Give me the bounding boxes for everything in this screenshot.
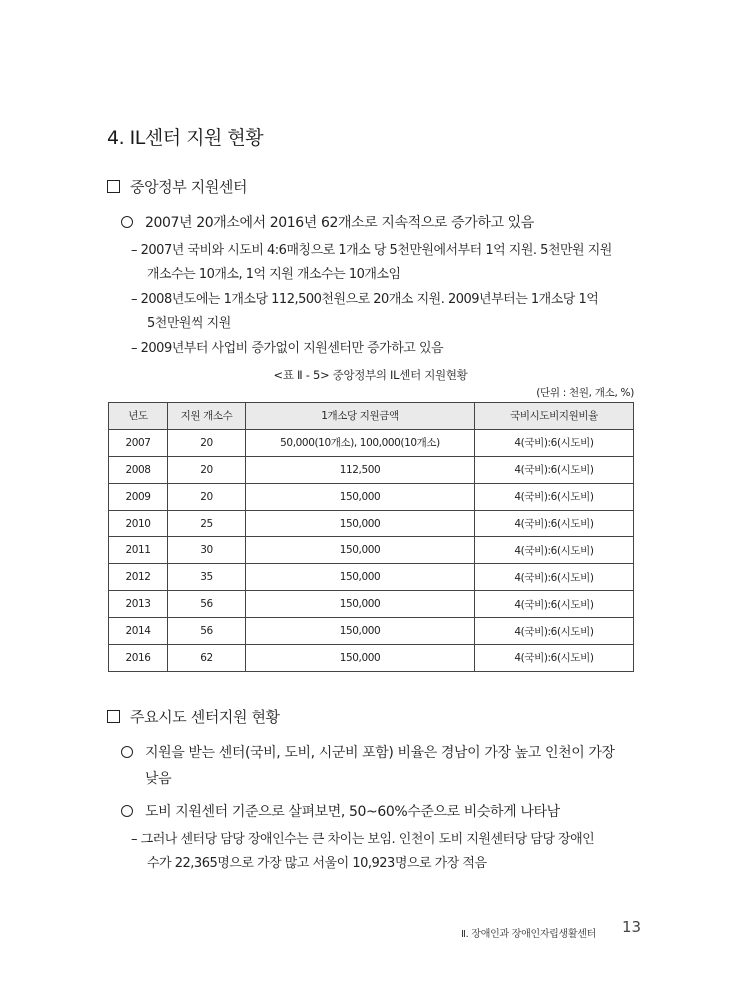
dash-text: 그러나 센터당 담당 장애인수는 큰 차이는 보임. 인천이 도비 지원센터당 담당 장애인 <box>140 832 595 847</box>
circle-bullet-icon <box>121 805 133 817</box>
dash-text: 2009년부터 사업비 증가없이 지원센터만 증가하고 있음 <box>140 341 444 356</box>
table-cell: 20 <box>168 483 246 510</box>
table-cell: 2012 <box>109 564 168 591</box>
table-row <box>109 483 634 510</box>
table-cell: 4(국비):6(시도비) <box>475 456 634 483</box>
section-heading: 4. IL센터 지원 현황 <box>107 127 264 149</box>
circle-bullet-icon <box>121 216 133 228</box>
table-cell: 62 <box>168 645 246 672</box>
support-table <box>108 402 634 672</box>
header-cell: 년도 <box>109 403 168 430</box>
table-row <box>109 429 634 456</box>
circle-bullet-item <box>121 742 615 762</box>
table-cell: 4(국비):6(시도비) <box>475 510 634 537</box>
table-cell: 30 <box>168 537 246 564</box>
table-cell: 20 <box>168 456 246 483</box>
table-cell: 150,000 <box>246 510 475 537</box>
dash-continuation: 5천만원씩 지원 <box>147 316 231 331</box>
dash-text: 2007년 국비와 시도비 4:6매칭으로 1개소 당 5천만원에서부터 1억 지원. 5천만원 지원 <box>140 243 612 258</box>
table-cell: 150,000 <box>246 564 475 591</box>
header-cell: 1개소당 지원금액 <box>246 403 475 430</box>
dash-item: – 그러나 센터당 담당 장애인수는 큰 차이는 보임. 인천이 도비 지원센터당 담당 장애인 <box>131 832 595 847</box>
bullet-continuation: 낮음 <box>145 771 172 787</box>
table-cell: 20 <box>168 429 246 456</box>
table-cell: 2008 <box>109 456 168 483</box>
table-cell: 4(국비):6(시도비) <box>475 483 634 510</box>
table-cell: 2013 <box>109 591 168 618</box>
dash-text: 2008년도에는 1개소당 112,500천원으로 20개소 지원. 2009년부터는 1개소당 1억 <box>140 292 599 307</box>
table-cell: 4(국비):6(시도비) <box>475 537 634 564</box>
table-cell: 35 <box>168 564 246 591</box>
table-cell: 2010 <box>109 510 168 537</box>
dash-item: – 2009년부터 사업비 증가없이 지원센터만 증가하고 있음 <box>131 341 444 356</box>
subsection-title-text: 주요시도 센터지원 현황 <box>130 708 280 726</box>
table-row <box>109 591 634 618</box>
subsection-title-central <box>107 176 247 197</box>
table-cell: 4(국비):6(시도비) <box>475 564 634 591</box>
table-row <box>109 564 634 591</box>
table-cell: 25 <box>168 510 246 537</box>
table-cell: 4(국비):6(시도비) <box>475 645 634 672</box>
table-cell: 56 <box>168 618 246 645</box>
square-bullet-icon <box>107 180 120 193</box>
dash-continuation: 개소수는 10개소, 1억 지원 개소수는 10개소임 <box>147 267 401 282</box>
table-cell: 112,500 <box>246 456 475 483</box>
table-cell: 2009 <box>109 483 168 510</box>
header-cell: 국비시도비지원비율 <box>475 403 634 430</box>
bullet-text: 2007년 20개소에서 2016년 62개소로 지속적으로 증가하고 있음 <box>145 215 534 231</box>
bullet-text: 지원을 받는 센터(국비, 도비, 시군비 포함) 비율은 경남이 가장 높고 인천이 가장 <box>145 745 615 761</box>
table-header-row <box>109 403 634 430</box>
table-cell: 50,000(10개소), 100,000(10개소) <box>246 429 475 456</box>
table-caption: <표 Ⅱ - 5> 중앙정부의 IL센터 지원현황 <box>273 368 468 382</box>
table-cell: 2007 <box>109 429 168 456</box>
circle-bullet-item <box>121 212 534 232</box>
page-number: 13 <box>622 918 642 936</box>
table-cell: 150,000 <box>246 591 475 618</box>
dash-item: – 2007년 국비와 시도비 4:6매칭으로 1개소 당 5천만원에서부터 1억 지원. 5천만원 지원 <box>131 243 612 258</box>
table-cell: 150,000 <box>246 537 475 564</box>
dash-continuation: 수가 22,365명으로 가장 많고 서울이 10,923명으로 가장 적음 <box>147 856 487 871</box>
table-cell: 4(국비):6(시도비) <box>475 591 634 618</box>
table-cell: 150,000 <box>246 483 475 510</box>
subsection-title-text: 중앙정부 지원센터 <box>130 178 248 196</box>
table-cell: 2016 <box>109 645 168 672</box>
dash-item: – 2008년도에는 1개소당 112,500천원으로 20개소 지원. 2009년부터는 1개소당 1억 <box>131 292 599 307</box>
table-row <box>109 618 634 645</box>
table-cell: 2011 <box>109 537 168 564</box>
bullet-text: 도비 지원센터 기준으로 살펴보면, 50~60%수준으로 비슷하게 나타남 <box>145 804 560 820</box>
table-row <box>109 510 634 537</box>
table-row <box>109 456 634 483</box>
table-cell: 4(국비):6(시도비) <box>475 618 634 645</box>
table-row <box>109 645 634 672</box>
header-cell: 지원 개소수 <box>168 403 246 430</box>
circle-bullet-item <box>121 801 560 821</box>
table-cell: 56 <box>168 591 246 618</box>
circle-bullet-icon <box>121 746 133 758</box>
table-cell: 4(국비):6(시도비) <box>475 429 634 456</box>
square-bullet-icon <box>107 710 120 723</box>
table-row <box>109 537 634 564</box>
table-cell: 150,000 <box>246 618 475 645</box>
table-unit: (단위 : 천원, 개소, %) <box>536 387 634 399</box>
subsection-title-regional <box>107 706 280 727</box>
table-cell: 150,000 <box>246 645 475 672</box>
footer-chapter: Ⅱ. 장애인과 장애인자립생활센터 <box>461 929 596 940</box>
table-cell: 2014 <box>109 618 168 645</box>
